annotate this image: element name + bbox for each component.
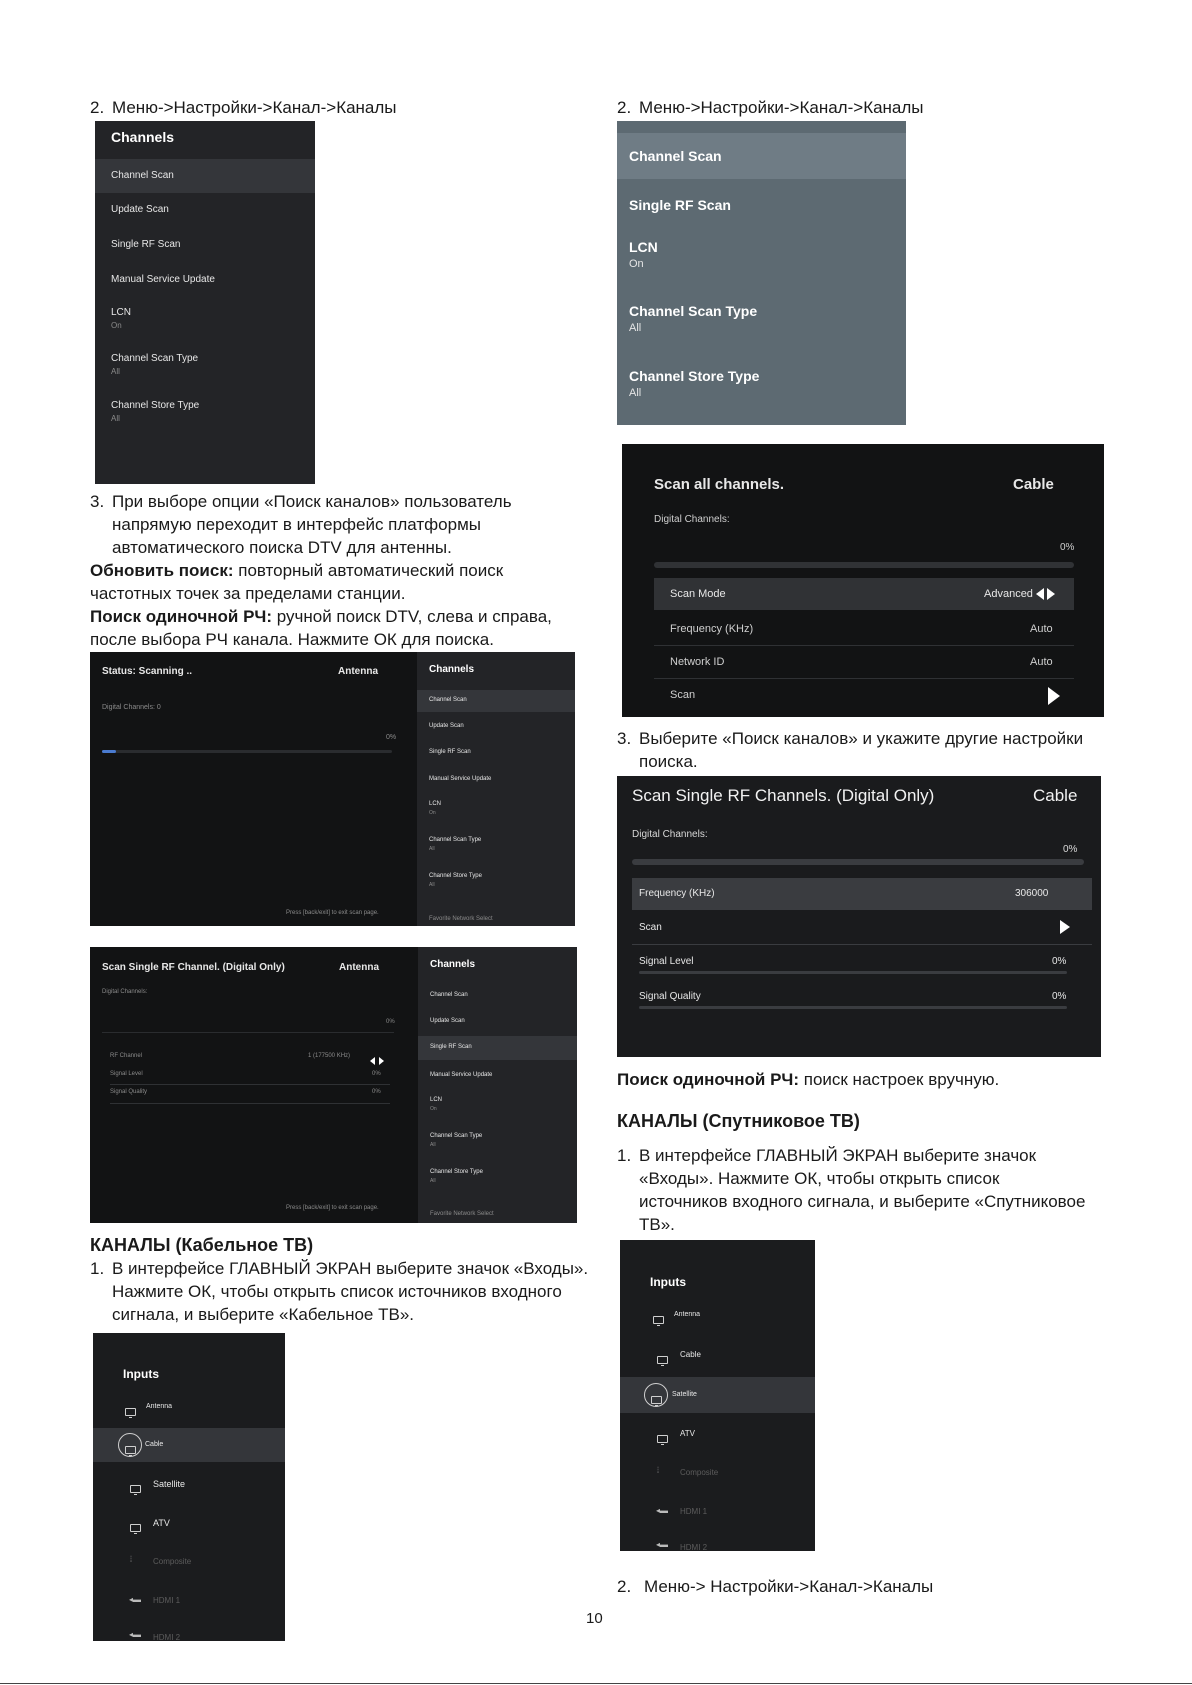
digital-channels-count: Digital Channels: 0	[102, 704, 161, 711]
signal-level-row: Signal Level 0%	[639, 956, 1067, 967]
rf-channel-row[interactable]: RF Channel 1 (177500 KHz)	[102, 1051, 394, 1065]
hdmi-icon: ◂▬	[129, 1630, 142, 1639]
side-item-update-scan[interactable]: Update Scan	[429, 723, 464, 729]
rf-side-item-update-scan[interactable]: Update Scan	[430, 1018, 465, 1024]
page-number: 10	[586, 1610, 603, 1627]
tv-icon	[125, 1446, 136, 1454]
slate-item-channel-store-type[interactable]: Channel Store Type All	[629, 368, 760, 399]
rf-side-item-manual-service-update[interactable]: Manual Service Update	[430, 1072, 493, 1078]
side-item-lcn[interactable]: LCN On	[429, 801, 442, 816]
rf-side-item-single-rf-scan[interactable]: Single RF Scan	[418, 1036, 577, 1060]
input-satellite[interactable]: Satellite	[93, 1466, 285, 1502]
inputs-panel-cable	[93, 1333, 285, 1641]
menu-item-channel-store-type[interactable]: Channel Store Type All	[111, 400, 200, 423]
tv-icon	[651, 1396, 662, 1404]
tv-icon	[653, 1316, 664, 1324]
sat-input-antenna[interactable]: Antenna	[620, 1298, 815, 1332]
single-rf-cable-digital: Digital Channels:	[632, 829, 708, 840]
scan-source: Antenna	[338, 666, 378, 677]
scan-percent: 0%	[386, 734, 397, 741]
input-hdmi2[interactable]: ◂▬ HDMI 2	[129, 1630, 181, 1641]
scan-row[interactable]: Scan	[654, 679, 1074, 711]
rf-panel-source: Antenna	[339, 962, 379, 973]
input-hdmi1[interactable]: ◂▬ HDMI 1	[129, 1595, 181, 1605]
channels-menu-panel	[95, 121, 315, 484]
side-item-channel-scan-type[interactable]: Channel Scan Type All	[429, 837, 482, 852]
tv-icon	[130, 1524, 141, 1532]
satellite-step-1: 1. В интерфейсе ГЛАВНЫЙ ЭКРАН выберите значок «Входы». Нажмите ОК, чтобы открыть список источников входного сигнала, и выберите «Спутниковое ТВ».	[617, 1146, 1086, 1234]
scan-all-channels-panel	[622, 444, 1104, 717]
hdmi-icon: ◂▬	[129, 1595, 142, 1604]
sat-input-atv[interactable]: ATV	[620, 1416, 815, 1452]
side-item-channel-scan[interactable]: Channel Scan	[417, 690, 575, 712]
signal-level-bar	[639, 971, 1067, 974]
slate-channels-menu	[617, 121, 906, 425]
right-single-rf-description: Поиск одиночной РЧ: поиск настроек вручную.	[617, 1070, 1000, 1089]
scan-all-title: Scan all channels.	[654, 476, 785, 493]
frequency-input-row[interactable]: Frequency (KHz) 306000	[632, 878, 1092, 910]
scan-all-source: Cable	[1013, 476, 1054, 493]
scan-footer: Press [back/exit] to exit scan page.	[286, 910, 379, 916]
scan-progress-fill	[102, 750, 116, 753]
frequency-row[interactable]: Frequency (KHz) Auto	[670, 623, 1053, 635]
menu-item-lcn[interactable]: LCN On	[111, 307, 132, 330]
signal-quality-row: Signal Quality 0%	[639, 991, 1067, 1002]
tv-icon	[657, 1435, 668, 1443]
scan-side-menu	[417, 652, 575, 926]
rf-progress-track	[102, 1032, 394, 1033]
rf-signal-quality-bar	[110, 1103, 390, 1104]
rf-percent: 0%	[386, 1019, 395, 1025]
rf-side-item-channel-store-type[interactable]: Channel Store Type All	[430, 1169, 483, 1184]
slate-item-lcn[interactable]: LCN On	[629, 239, 658, 270]
cable-step-1: 1. В интерфейсе ГЛАВНЫЙ ЭКРАН выберите значок «Входы». Нажмите ОК, чтобы открыть список источников входного сигнала, и выберите «Кабельное ТВ».	[90, 1259, 589, 1324]
scan-mode-arrows-icon[interactable]	[1036, 587, 1055, 605]
single-rf-cable-panel	[617, 776, 1101, 1057]
scan-mode-row[interactable]: Scan Mode Advanced	[654, 578, 1074, 610]
rf-signal-quality-row: Signal Quality 0%	[110, 1089, 381, 1095]
menu-item-update-scan[interactable]: Update Scan	[111, 204, 169, 215]
right-step-3: 3. Выберите «Поиск каналов» и укажите другие настройки поиска.	[617, 729, 1084, 771]
single-rf-cable-source: Cable	[1033, 786, 1078, 805]
input-atv[interactable]: ATV	[93, 1505, 285, 1541]
rf-signal-level-row: Signal Level 0%	[110, 1071, 381, 1077]
satellite-heading: КАНАЛЫ (Спутниковое ТВ)	[617, 1111, 860, 1131]
rf-panel-title: Scan Single RF Channel. (Digital Only)	[102, 962, 285, 973]
single-rf-cable-progress	[632, 859, 1084, 865]
inputs-title-cable: Inputs	[123, 1367, 159, 1381]
side-item-manual-service-update[interactable]: Manual Service Update	[429, 776, 492, 782]
inputs-title-satellite: Inputs	[650, 1275, 686, 1289]
scan-all-percent: 0%	[1060, 542, 1075, 553]
input-composite[interactable]: ⦙ Composite	[130, 1554, 192, 1566]
input-antenna[interactable]: Antenna	[93, 1391, 285, 1423]
rf-side-item-lcn[interactable]: LCN On	[430, 1097, 443, 1112]
single-rf-cable-title: Scan Single RF Channels. (Digital Only)	[632, 786, 935, 805]
side-item-single-rf-scan[interactable]: Single RF Scan	[429, 749, 471, 755]
input-cable[interactable]: Cable	[93, 1428, 285, 1462]
scanning-panel	[90, 652, 575, 926]
sat-input-satellite[interactable]: Satellite	[620, 1377, 815, 1413]
menu-item-single-rf-scan[interactable]: Single RF Scan	[111, 239, 181, 250]
side-item-channel-store-type[interactable]: Channel Store Type All	[429, 873, 482, 888]
rf-side-item-favorite-network[interactable]: Favorite Network Select	[430, 1211, 494, 1217]
menu-item-channel-scan-type[interactable]: Channel Scan Type All	[111, 353, 199, 376]
slate-item-channel-scan-type[interactable]: Channel Scan Type All	[629, 303, 758, 334]
slate-item-single-rf-scan[interactable]: Single RF Scan	[629, 197, 731, 213]
left-step-2: 2. Меню->Настройки->Канал->Каналы	[90, 98, 397, 117]
tv-icon	[125, 1408, 136, 1416]
composite-icon: ⦙	[130, 1554, 133, 1564]
rf-side-menu-title: Channels	[430, 959, 476, 970]
single-rf-description: Поиск одиночной РЧ: ручной поиск DTV, слева и справа, после выбора РЧ канала. Нажмите ОК для поиска.	[90, 607, 552, 649]
rf-digital-channels: Digital Channels:	[102, 989, 148, 995]
update-scan-description: Обновить поиск: повторный автоматический поиск частотных точек за пределами станции.	[90, 561, 504, 603]
side-item-favorite-network[interactable]: Favorite Network Select	[429, 916, 493, 922]
hdmi-icon: ◂▬	[656, 1506, 669, 1515]
page-bottom-rule	[0, 1683, 1192, 1684]
channels-menu-title: Channels	[111, 129, 175, 145]
composite-icon: ⦙	[657, 1465, 660, 1475]
network-id-row[interactable]: Network ID Auto	[670, 656, 1053, 668]
menu-item-manual-service-update[interactable]: Manual Service Update	[111, 274, 215, 285]
rf-side-item-channel-scan-type[interactable]: Channel Scan Type All	[430, 1133, 483, 1148]
sat-input-composite[interactable]: ⦙ Composite	[657, 1465, 719, 1477]
scan-progress-track	[102, 750, 392, 753]
sat-input-hdmi1[interactable]: ◂▬ HDMI 1	[656, 1506, 708, 1516]
sat-input-hdmi2[interactable]: ◂▬ HDMI 2	[656, 1540, 708, 1551]
scan-cable-row[interactable]: Scan	[632, 912, 1092, 944]
scan-all-digital: Digital Channels:	[654, 514, 730, 525]
signal-quality-bar	[639, 1006, 1067, 1009]
rf-channel-arrows-icon[interactable]	[370, 1052, 384, 1070]
rf-side-menu	[418, 947, 577, 1223]
single-rf-cable-percent: 0%	[1063, 844, 1078, 855]
cable-heading: КАНАЛЫ (Кабельное ТВ)	[90, 1235, 314, 1255]
right-step-2-bottom: 2. Меню-> Настройки->Канал->Каналы	[617, 1577, 934, 1596]
tv-icon	[657, 1356, 668, 1364]
hdmi-icon: ◂▬	[656, 1540, 669, 1549]
tv-icon	[130, 1485, 141, 1493]
menu-item-channel-scan[interactable]: Channel Scan	[95, 159, 315, 193]
left-step-3: 3. При выборе опции «Поиск каналов» пользователь напрямую переходит в интерфейс платформы автоматического поиска DTV для антенны.	[90, 492, 512, 557]
divider	[632, 944, 1092, 945]
single-rf-panel	[90, 947, 577, 1223]
scan-all-progress	[654, 562, 1074, 568]
sat-input-cable[interactable]: Cable	[620, 1338, 815, 1372]
slate-item-channel-scan[interactable]: Channel Scan	[617, 133, 906, 179]
rf-signal-level-bar	[110, 1084, 390, 1085]
play-arrow-icon[interactable]	[1048, 687, 1060, 705]
rf-side-item-channel-scan[interactable]: Channel Scan	[430, 992, 468, 998]
rf-footer: Press [back/exit] to exit scan page.	[286, 1205, 379, 1211]
right-step-2: 2. Меню->Настройки->Канал->Каналы	[617, 98, 924, 117]
scan-status: Status: Scanning ..	[102, 666, 193, 677]
inputs-panel-satellite	[620, 1240, 815, 1551]
scan-side-menu-title: Channels	[429, 664, 475, 675]
play-arrow-icon[interactable]	[1060, 920, 1070, 934]
